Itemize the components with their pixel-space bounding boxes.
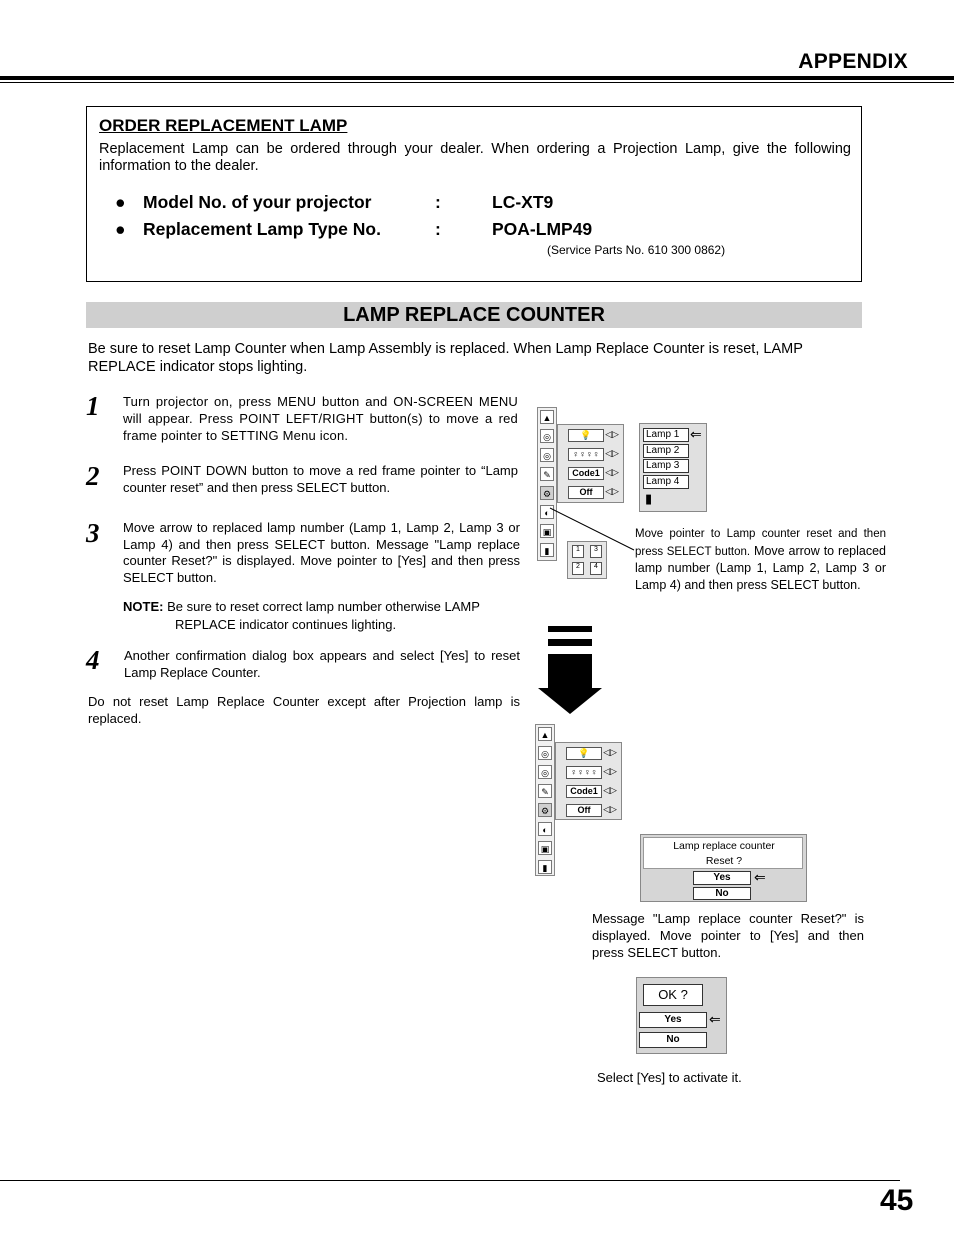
spec-row-lamp-type	[115, 219, 815, 241]
note-label: NOTE:	[123, 599, 164, 614]
code-field[interactable]: Code1	[568, 467, 604, 480]
page-number: 45	[880, 1184, 914, 1217]
pointer-arrow-icon: ⇐	[709, 1011, 721, 1027]
exit-icon: ▮	[538, 860, 552, 874]
lamp-icon: ◐	[540, 505, 554, 519]
adjust-arrows-icon: ◁▷	[605, 448, 619, 458]
header-rule-thin	[0, 82, 954, 83]
bullet-icon: ●	[115, 192, 126, 212]
adjust-arrows-icon: ◁▷	[605, 467, 619, 477]
image-adjust-icon: ◎	[540, 429, 554, 443]
adjust-arrows-icon: ◁▷	[603, 785, 617, 795]
step-text: Turn projector on, press MENU button and ON-SCREEN MENU will appear. Press POINT LEFT/RIGHT button(s) to move a red frame pointer to SETTING Menu icon.	[123, 394, 518, 443]
order-lamp-box	[86, 106, 862, 282]
spec-label: Replacement Lamp Type No.	[143, 219, 381, 239]
bullet-icon: ●	[115, 219, 126, 239]
callout-connector-line	[548, 506, 638, 556]
adjust-arrows-icon: ◁▷	[605, 486, 619, 496]
step-text: Press POINT DOWN button to move a red frame pointer to “Lamp counter reset” and then press SELECT button.	[123, 463, 518, 495]
callout-select-yes: Select [Yes] to activate it.	[597, 1070, 742, 1085]
lamp-mode-field[interactable]: 💡	[566, 747, 602, 760]
lamp-1-item[interactable]: Lamp 1	[643, 428, 689, 442]
lamp-4-item[interactable]: Lamp 4	[643, 475, 689, 489]
setting-icon: ⚙	[538, 803, 552, 817]
pencil-icon: ✎	[538, 784, 552, 798]
down-arrow-icon	[538, 626, 604, 716]
lamp-select-panel	[639, 423, 707, 512]
step-number: 1	[86, 391, 100, 421]
lamp-2-item[interactable]: Lamp 2	[643, 444, 689, 458]
section-header: APPENDIX	[798, 50, 908, 73]
callout-reset-message: Message "Lamp replace counter Reset?" is displayed. Move pointer to [Yes] and then press SELECT button.	[592, 911, 864, 960]
lamp-count-field[interactable]: ♀♀♀♀	[568, 448, 604, 461]
adjust-arrows-icon: ◁▷	[603, 747, 617, 757]
step-text: Another confirmation dialog box appears and select [Yes] to reset Lamp Replace Counter.	[124, 648, 520, 680]
up-arrow-icon: ▲	[538, 727, 552, 741]
setting-menu-list	[557, 424, 624, 503]
no-button[interactable]: No	[639, 1032, 707, 1048]
lamp-number-icon: 4	[590, 562, 602, 575]
off-field[interactable]: Off	[568, 486, 604, 499]
adjust-arrows-icon: ◁▷	[603, 804, 617, 814]
adjust-arrows-icon: ◁▷	[603, 766, 617, 776]
code-field[interactable]: Code1	[566, 785, 602, 798]
exit-icon: ▮	[540, 543, 554, 557]
service-parts-number: (Service Parts No. 610 300 0862)	[547, 243, 726, 257]
ok-confirm-dialog	[636, 977, 727, 1054]
dialog-title: OK ?	[643, 984, 703, 1006]
step-number: 3	[86, 518, 100, 548]
lamp-icon: ◐	[538, 822, 552, 836]
no-button[interactable]: No	[693, 887, 751, 900]
section-title-bar	[86, 302, 862, 328]
warning-text: Do not reset Lamp Replace Counter except after Projection lamp is replaced.	[88, 694, 520, 726]
setting-icon: ⚙	[540, 486, 554, 500]
image-select-icon: ◎	[538, 765, 552, 779]
step-number: 2	[86, 461, 100, 491]
spec-value: POA-LMP49	[492, 219, 593, 239]
image-adjust-icon: ◎	[538, 746, 552, 760]
footer-rule	[0, 1180, 900, 1181]
lamp-mode-field[interactable]: 💡	[568, 429, 604, 442]
step-number: 4	[86, 645, 100, 675]
dialog-message-box	[643, 837, 803, 869]
pointer-arrow-icon: ⇐	[690, 426, 702, 442]
off-field[interactable]: Off	[566, 804, 602, 817]
section-title: LAMP REPLACE COUNTER	[343, 304, 605, 326]
spec-colon: :	[435, 219, 441, 239]
setting-menu-list	[555, 742, 622, 820]
section-intro: Be sure to reset Lamp Counter when Lamp Assembly is replaced. When Lamp Replace Counter is reset, LAMP REPLACE indicator stops lighting.	[88, 341, 803, 375]
step-text: Move arrow to replaced lamp number (Lamp 1, Lamp 2, Lamp 3 or Lamp 4) and then press SELECT button. Message "Lamp replace counter Reset?" is displayed. Move pointer to [Yes] and then press SELECT button.	[123, 520, 520, 585]
header-rule	[0, 76, 954, 80]
callout-text: press SELECT button.	[635, 545, 751, 558]
dialog-title: Lamp replace counter	[673, 840, 775, 852]
lamp-number-icon: 2	[572, 562, 584, 575]
note-text: Be sure to reset correct lamp number otherwise LAMP	[167, 599, 480, 614]
screen-icon: ▣	[538, 841, 552, 855]
screen-icon: ▣	[540, 524, 554, 538]
lamp-number-icon: 3	[590, 545, 602, 558]
up-arrow-icon: ▲	[540, 410, 554, 424]
order-title: ORDER REPLACEMENT LAMP	[99, 116, 348, 135]
menu-icon-column	[535, 724, 555, 876]
callout-move-pointer	[635, 525, 886, 593]
yes-button[interactable]: Yes	[693, 871, 751, 885]
spec-label: Model No. of your projector	[143, 192, 372, 212]
lamp-count-field[interactable]: ♀♀♀♀	[566, 766, 602, 779]
callout-text: Move pointer to Lamp counter reset and then	[635, 528, 886, 540]
spec-colon: :	[435, 192, 441, 212]
pencil-icon: ✎	[540, 467, 554, 481]
lamp-number-icon: 1	[572, 545, 584, 558]
exit-icon: ▮	[645, 491, 653, 506]
note	[123, 598, 521, 634]
reset-confirm-dialog	[640, 834, 807, 902]
adjust-arrows-icon: ◁▷	[605, 429, 619, 439]
spec-value: LC-XT9	[492, 192, 554, 212]
pointer-arrow-icon: ⇐	[754, 869, 766, 885]
note-text-continued: REPLACE indicator continues lighting.	[175, 617, 397, 632]
yes-button[interactable]: Yes	[639, 1012, 707, 1028]
spec-row-model	[115, 192, 815, 214]
dialog-question: Reset ?	[705, 855, 743, 867]
order-text: Replacement Lamp can be ordered through your dealer. When ordering a Projection Lamp, give the following information to the dealer.	[99, 141, 851, 174]
image-select-icon: ◎	[540, 448, 554, 462]
callout-text: Move arrow to replaced lamp number (Lamp 1, Lamp 2, Lamp 3 or Lamp 4) and then press SELECT button.	[635, 543, 886, 592]
lamp-3-item[interactable]: Lamp 3	[643, 459, 689, 473]
